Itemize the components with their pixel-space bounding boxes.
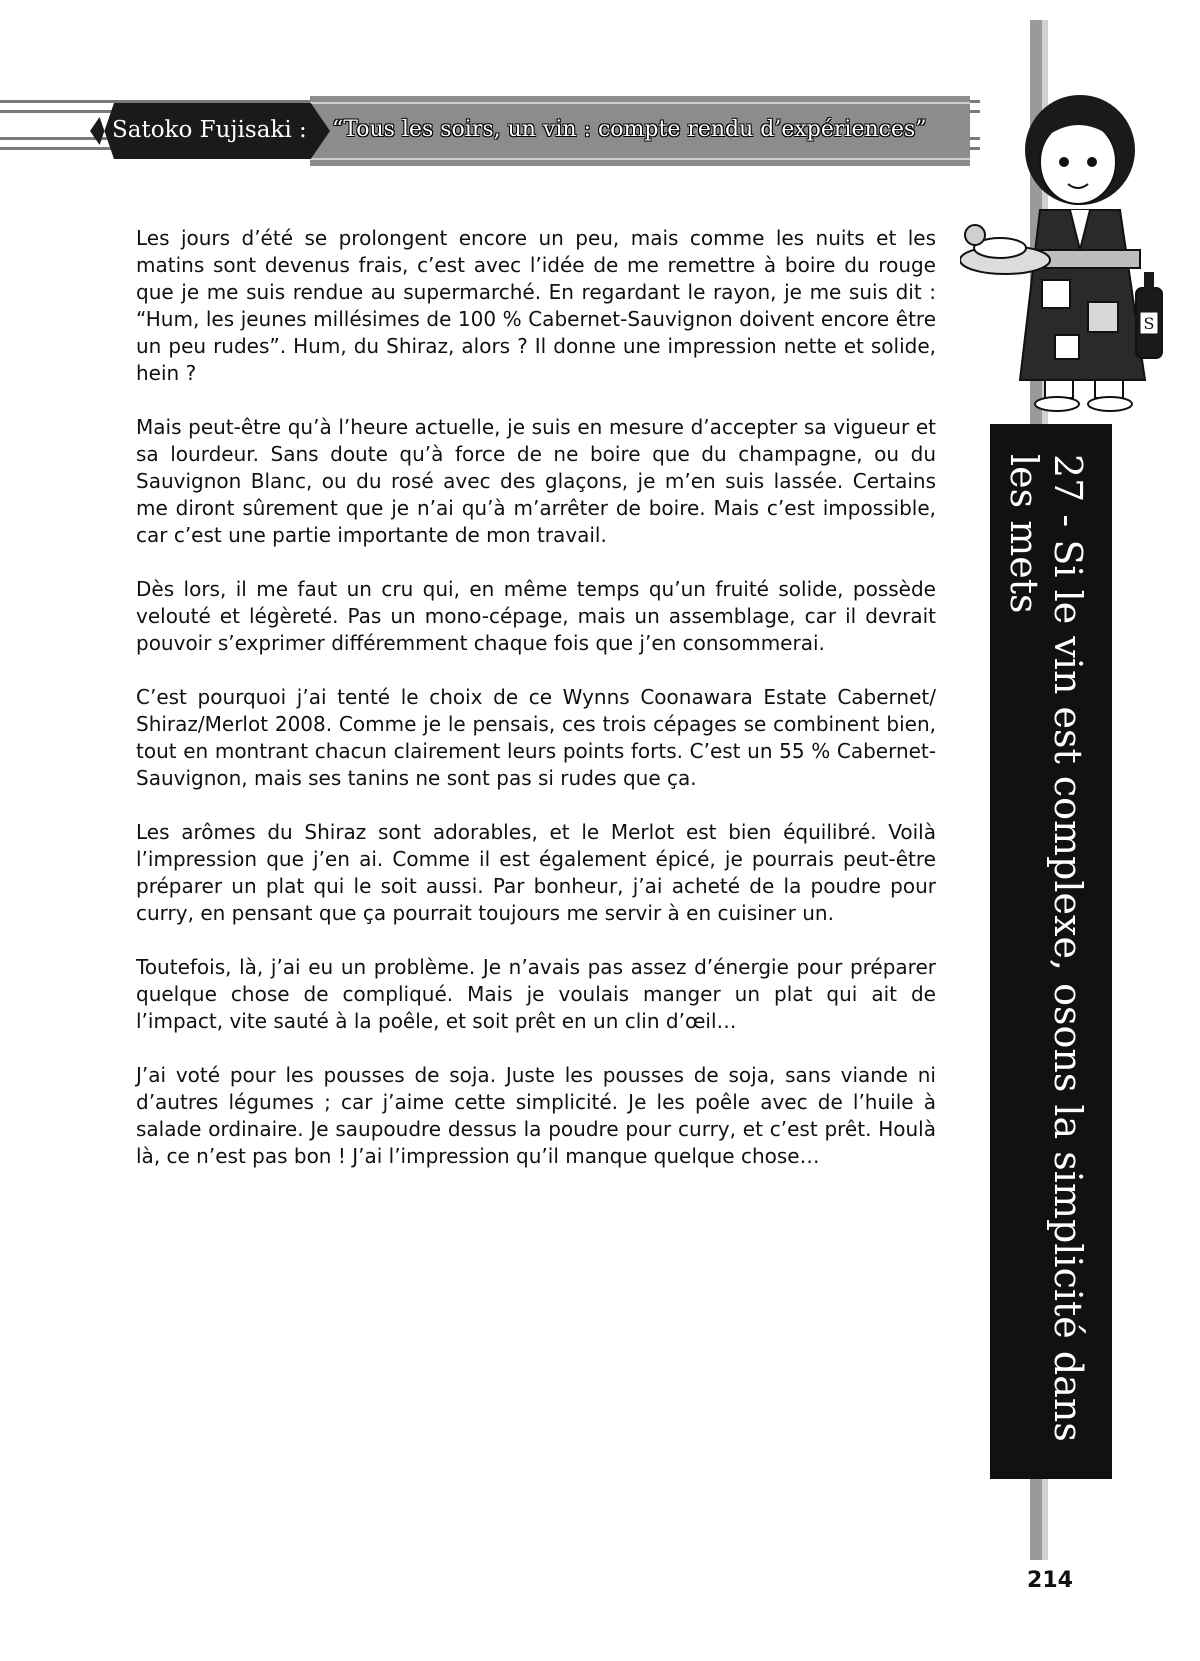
- character-illustration: [960, 80, 1170, 420]
- author-name: Satoko Fujisaki :: [112, 117, 307, 143]
- paragraph: Les jours d’été se prolongent encore un peu, mais comme les nuits et les matins sont devenus frais, c’est avec l’idée de me remettre à boire du rouge que je me suis rendue au supermarché. En regardant le rayon, je me suis dit : “Hum, les jeunes millésimes de 100 % Cabernet-Sauvignon doivent encore être un peu rudes”. Hum, du Shiraz, alors ? Il donne une impression nette et solide, hein ?: [136, 226, 936, 385]
- paragraph: J’ai voté pour les pousses de soja. Juste les pousses de soja, sans viande ni d’autres légumes ; car j’aime cette simplicité. Je les poêle avec de l’huile à salade ordinaire. Je saupoudre dessus la poudre pour curry, et c’est prêt. Houlà là, ce n’est pas bon ! J’ai l’impression qu’il manque quelque chose…: [136, 1063, 936, 1168]
- chapter-title-container: [990, 424, 1112, 1479]
- page-number: 214: [1027, 1568, 1073, 1593]
- bottle-label: S: [1143, 314, 1155, 333]
- article-body: [136, 225, 936, 1197]
- paragraph: Mais peut-être qu’à l’heure actuelle, je suis en mesure d’accepter sa vigueur et sa lourdeur. Sans doute qu’à force de ne boire que du champagne, ou du Sauvignon Blanc, ou du rosé avec des glaçons, je m’en suis lassée. Certains me diront sûrement que je n’ai qu’à m’arrêter de boire. Mais c’est impossible, car c’est une partie importante de mon travail.: [136, 415, 936, 547]
- chapter-title: 27 - Si le vin est complexe, osons la simplicité dans les mets: [1002, 454, 1090, 1442]
- series-title: “Tous les soirs, un vin : compte rendu d’expériences”: [332, 117, 927, 142]
- paragraph: Les arômes du Shiraz sont adorables, et le Merlot est bien équilibré. Voilà l’impression que j’en ai. Comme il est également épicé, je pourrais peut-être préparer un plat qui le soit aussi. Par bonheur, j’ai acheté de la poudre pour curry, en pensant que ça pourrait toujours me servir à en cuisiner un.: [136, 820, 936, 925]
- paragraph: Toutefois, là, j’ai eu un problème. Je n’avais pas assez d’énergie pour préparer quelque chose de compliqué. Mais je voulais manger un plat qui ait de l’impact, vite sauté à la poêle, et soit prêt en un clin d’œil…: [136, 955, 936, 1033]
- paragraph: Dès lors, il me faut un cru qui, en même temps qu’un fruité solide, possède velouté et légèreté. Pas un mono-cépage, mais un assemblage, car il devrait pouvoir s’exprimer différemment chaque fois que j’en consommerai.: [136, 577, 936, 655]
- paragraph: C’est pourquoi j’ai tenté le choix de ce Wynns Coonawara Estate Cabernet/ Shiraz/Merlot 2008. Comme je le pensais, ces trois cépages se combinent bien, tout en montrant chacun clairement leurs points forts. C’est un 55 % Cabernet-Sauvignon, mais ses tanins ne sont pas si rudes que ça.: [136, 685, 936, 790]
